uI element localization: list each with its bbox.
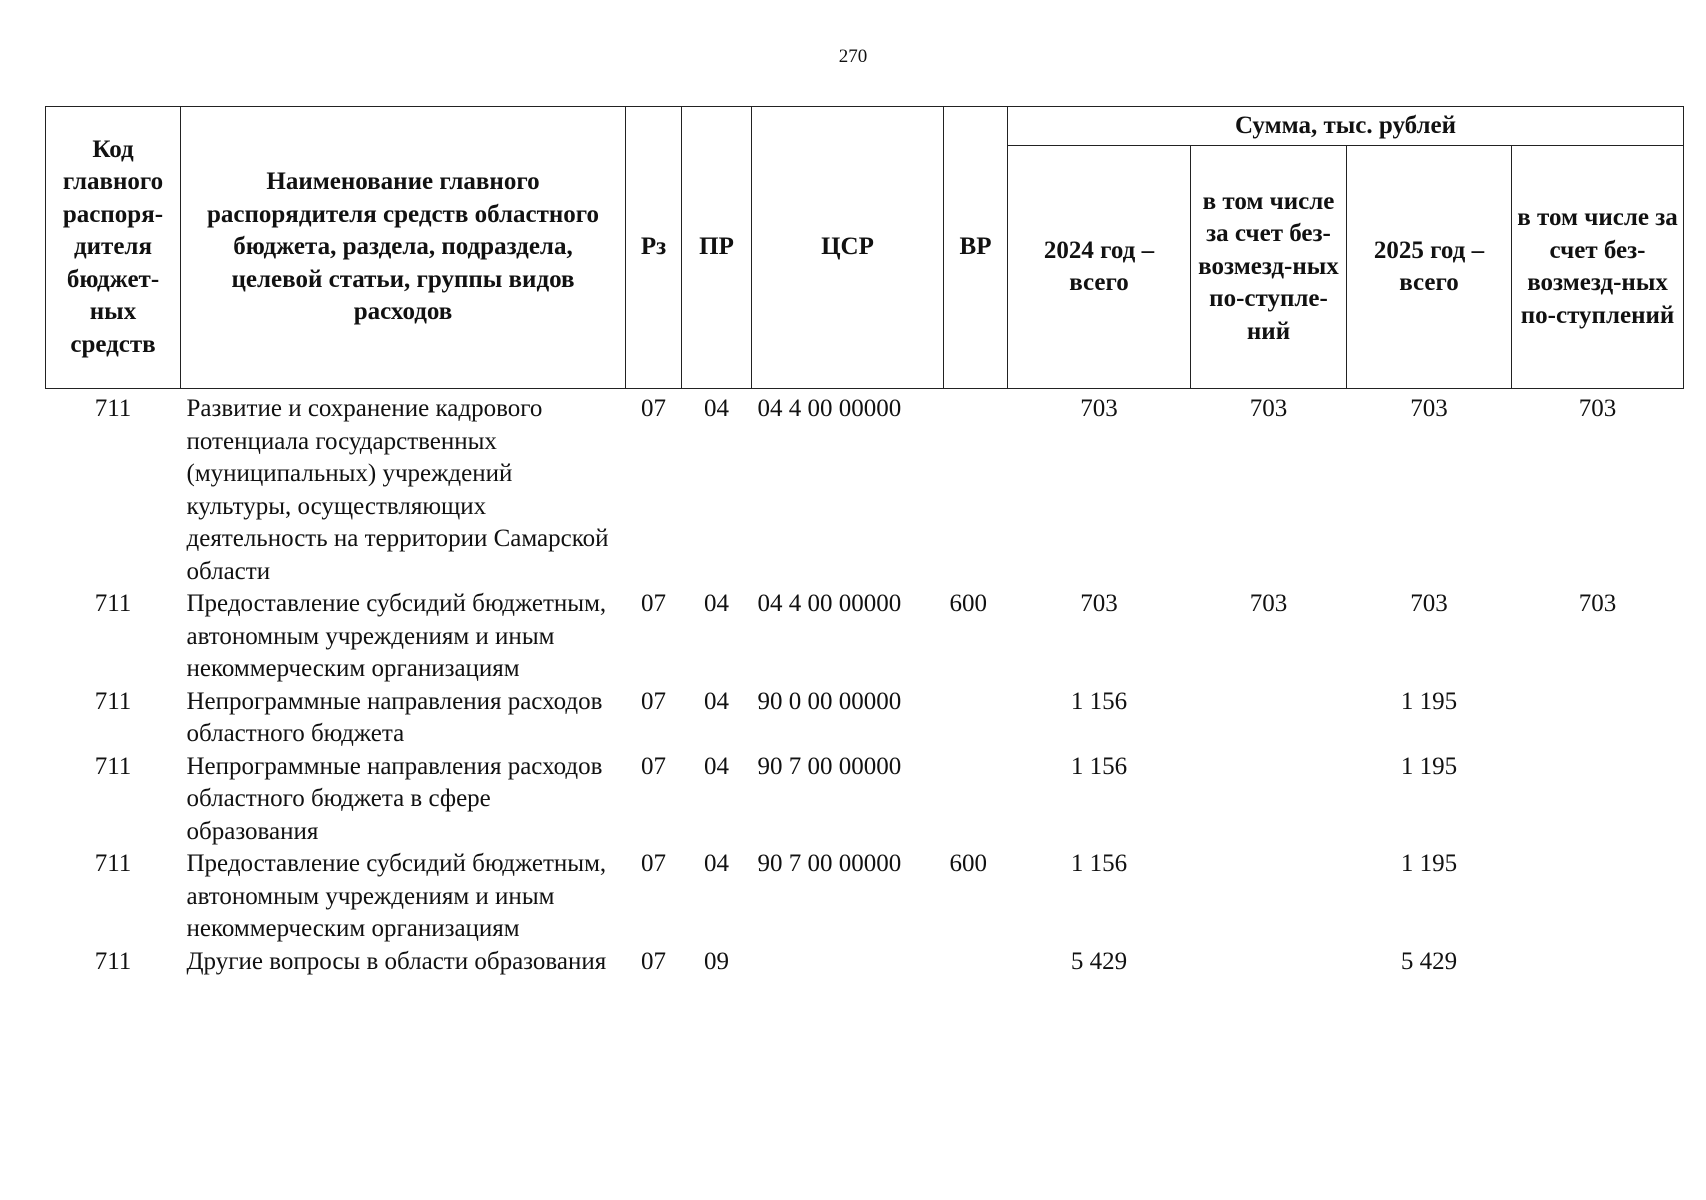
cell-2025-total: 703 <box>1410 590 1448 617</box>
cell-pr: 09 <box>704 947 729 975</box>
cell-vr <box>944 686 1008 751</box>
cell-name: Предоставление субсидий бюджетным, автономным учреждениям и иным некоммерческим организациям <box>186 850 607 942</box>
cell-2024-free: 703 <box>1249 590 1288 617</box>
cell-name: Предоставление субсидий бюджетным, автономным учреждениям и иным некоммерческим организациям <box>186 590 607 682</box>
table-row <box>46 946 1684 979</box>
table-row <box>46 389 1684 589</box>
table-header <box>46 107 1684 389</box>
cell-vr: 600 <box>949 590 987 617</box>
budget-table <box>45 106 1684 978</box>
cell-csr: 04 4 00 00000 <box>757 395 902 422</box>
cell-2025-free: 703 <box>1578 395 1617 422</box>
cell-2025-total: 1 195 <box>1400 687 1458 715</box>
cell-vr <box>944 946 1008 979</box>
cell-pr: 04 <box>704 590 729 617</box>
cell-code: 711 <box>94 395 132 422</box>
cell-2025-total: 1 195 <box>1400 850 1458 877</box>
cell-name: Другие вопросы в области образования <box>186 947 607 975</box>
cell-rz: 07 <box>641 850 666 877</box>
cell-2024-total: 1 156 <box>1070 752 1128 780</box>
cell-2025-total: 5 429 <box>1400 947 1458 975</box>
cell-pr: 04 <box>704 687 729 715</box>
cell-2024-free <box>1191 751 1347 849</box>
header-2025-free: в том числе за счет без-возмезд-ных по-ступлений <box>1512 146 1684 389</box>
header-sum-title: Сумма, тыс. рублей <box>1008 107 1684 146</box>
header-rz: Рз <box>626 107 682 389</box>
cell-2025-free <box>1512 848 1684 946</box>
cell-2024-total: 1 156 <box>1070 687 1128 715</box>
cell-code: 711 <box>94 850 132 877</box>
table-row <box>46 751 1684 849</box>
cell-name: Непрограммные направления расходов областного бюджета <box>186 687 603 747</box>
header-pr: ПР <box>682 107 752 389</box>
cell-rz: 07 <box>641 947 666 975</box>
cell-rz: 07 <box>641 752 666 780</box>
cell-2024-free <box>1191 946 1347 979</box>
cell-csr: 90 7 00 00000 <box>757 752 902 780</box>
cell-2024-total: 5 429 <box>1070 947 1128 975</box>
header-csr: ЦСР <box>752 107 944 389</box>
cell-code: 711 <box>94 590 132 617</box>
table-row <box>46 848 1684 946</box>
cell-2025-total: 1 195 <box>1400 752 1458 780</box>
cell-csr: 04 4 00 00000 <box>757 590 902 617</box>
cell-pr: 04 <box>704 752 729 780</box>
cell-rz: 07 <box>641 687 666 715</box>
cell-pr: 04 <box>704 395 729 422</box>
cell-rz: 07 <box>641 590 666 617</box>
cell-2025-total: 703 <box>1410 395 1448 422</box>
cell-rz: 07 <box>641 395 666 422</box>
cell-name: Непрограммные направления расходов областного бюджета в сфере образования <box>186 752 603 845</box>
cell-2024-free <box>1191 848 1347 946</box>
cell-2024-free: 703 <box>1249 395 1288 422</box>
cell-2025-free <box>1512 751 1684 849</box>
cell-csr: 90 0 00 00000 <box>757 687 902 715</box>
cell-2024-total: 703 <box>1080 590 1118 617</box>
cell-2024-total: 1 156 <box>1070 850 1128 877</box>
cell-csr <box>752 946 944 979</box>
header-name: Наименование главного распорядителя средств областного бюджета, раздела, подраздела, целевой статьи, группы видов расходов <box>181 107 626 389</box>
cell-vr: 600 <box>949 850 987 877</box>
cell-code: 711 <box>94 752 132 780</box>
cell-2025-free: 703 <box>1578 590 1617 617</box>
cell-2025-free <box>1512 946 1684 979</box>
cell-2024-free <box>1191 686 1347 751</box>
table-row <box>46 588 1684 686</box>
table-row <box>46 686 1684 751</box>
header-code: Код главного распоря-дителя бюджет-ных средств <box>46 107 181 389</box>
cell-name: Развитие и сохранение кадрового потенциала государственных (муниципальных) учреждений культуры, осуществляющих деятельность на территории Самарской области <box>186 395 609 585</box>
cell-vr <box>944 389 1008 589</box>
cell-code: 711 <box>94 947 132 975</box>
cell-csr: 90 7 00 00000 <box>757 850 902 877</box>
cell-pr: 04 <box>704 850 729 877</box>
cell-2024-total: 703 <box>1080 395 1118 422</box>
header-2024-total: 2024 год – всего <box>1008 146 1191 389</box>
header-vr: ВР <box>944 107 1008 389</box>
table-body <box>46 389 1684 979</box>
header-2025-total: 2025 год – всего <box>1347 146 1512 389</box>
cell-code: 711 <box>94 687 132 715</box>
header-2024-free: в том числе за счет без-возмезд-ных по-ступле-ний <box>1191 146 1347 389</box>
cell-2025-free <box>1512 686 1684 751</box>
cell-vr <box>944 751 1008 849</box>
page-number: 270 <box>838 46 868 67</box>
